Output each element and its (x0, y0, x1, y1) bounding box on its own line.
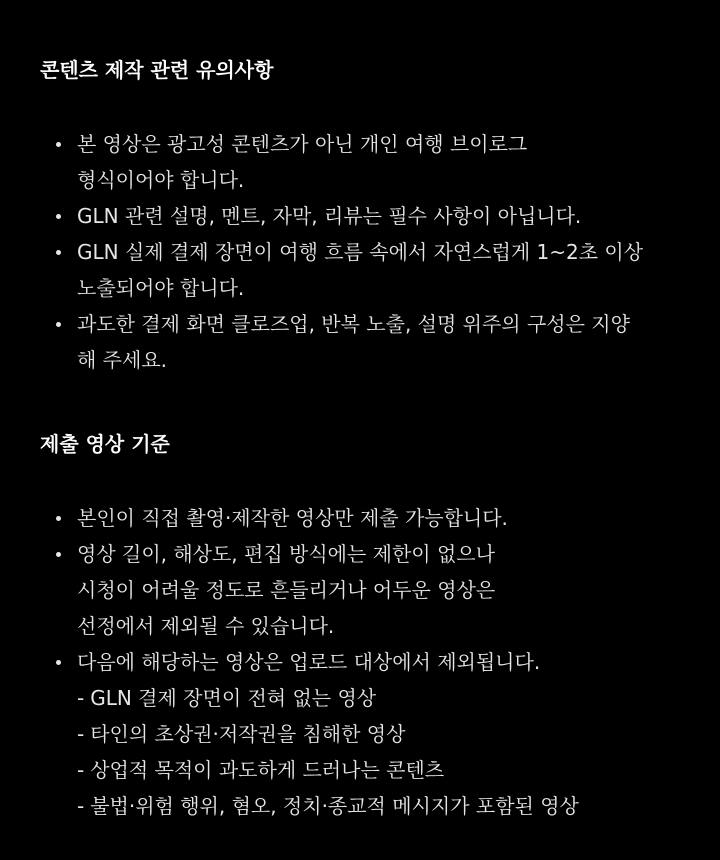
dash-marker: - (77, 686, 85, 710)
sub-list-item (77, 752, 680, 788)
dash-marker: - (77, 794, 85, 818)
list-item-line: GLN 관련 설명, 멘트, 자막, 리뷰는 필수 사항이 아닙니다. (77, 204, 582, 228)
list-item (40, 306, 680, 378)
list-item (40, 536, 680, 644)
section-title-content-guidelines: 콘텐츠 제작 관련 유의사항 (40, 58, 274, 82)
sub-list-item-text: 불법·위험 행위, 혐오, 정치·종교적 메시지가 포함된 영상 (90, 794, 579, 818)
sub-list-item-text: GLN 결제 장면이 전혀 없는 영상 (90, 686, 377, 710)
sub-list-item-text: 상업적 목적이 과도하게 드러나는 콘텐츠 (90, 758, 445, 782)
sub-list-item-text: 타인의 초상권·저작권을 침해한 영상 (90, 722, 406, 746)
list-item (40, 234, 680, 306)
sub-list-item (77, 680, 680, 716)
list-item (40, 500, 680, 536)
section-title-submission-criteria: 제출 영상 기준 (40, 432, 170, 456)
list-item-line: GLN 실제 결제 장면이 여행 흐름 속에서 자연스럽게 1~2초 이상 (77, 240, 644, 264)
dash-marker: - (77, 758, 85, 782)
exclusion-sublist (77, 680, 680, 824)
sub-list-item (77, 716, 680, 752)
content-guidelines-list (40, 126, 680, 378)
list-item-line: 과도한 결제 화면 클로즈업, 반복 노출, 설명 위주의 구성은 지양 (77, 312, 630, 336)
list-item-line: 다음에 해당하는 영상은 업로드 대상에서 제외됩니다. (77, 650, 541, 674)
list-item (40, 126, 680, 198)
list-item-line: 시청이 어려울 정도로 흔들리거나 어두운 영상은 (77, 578, 496, 602)
dash-marker: - (77, 722, 85, 746)
sub-list-item (77, 788, 680, 824)
list-item-line: 해 주세요. (77, 348, 167, 372)
list-item-line: 노출되어야 합니다. (77, 276, 245, 300)
list-item-line: 영상 길이, 해상도, 편집 방식에는 제한이 없으나 (77, 542, 495, 566)
list-item-line: 본 영상은 광고성 콘텐츠가 아닌 개인 여행 브이로그 (77, 132, 528, 156)
list-item-line: 선정에서 제외될 수 있습니다. (77, 614, 335, 638)
submission-criteria-list (40, 500, 680, 824)
list-item-line: 형식이어야 합니다. (77, 168, 245, 192)
list-item (40, 198, 680, 234)
list-item-line: 본인이 직접 촬영·제작한 영상만 제출 가능합니다. (77, 506, 508, 530)
list-item (40, 644, 680, 824)
